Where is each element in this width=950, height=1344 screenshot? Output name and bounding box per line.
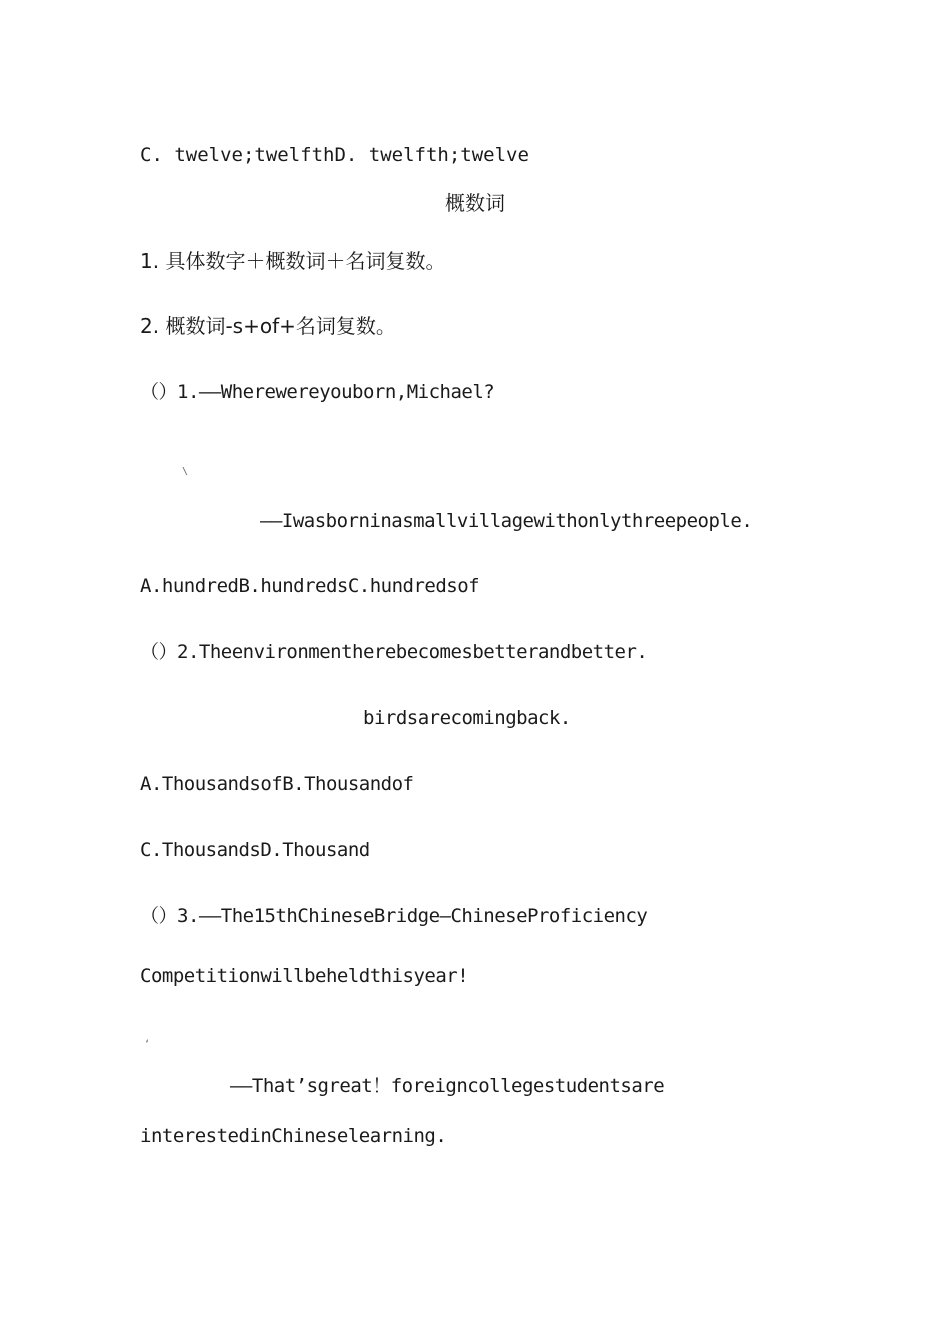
section-title: 概数词 (445, 191, 505, 215)
question-2-prompt: （）2.Theenvironmentherebecomesbetterandbetter. (140, 641, 648, 663)
question-2-options-a-b: A.ThousandsofB.Thousandof (140, 773, 414, 795)
rule-2: 2. 概数词-s+of+名词复数。 (140, 314, 396, 338)
question-2-options-c-d: C.ThousandsD.Thousand (140, 839, 370, 861)
question-1-prompt: （）1.——Wherewereyouborn,Michael? (140, 381, 495, 403)
options-c-d-ordinal: C. twelve;twelfthD. twelfth;twelve (140, 144, 529, 166)
question-1-answer: ——Iwasborninasmallvillagewithonlythreepeople. (260, 510, 753, 532)
rule-1: 1. 具体数字＋概数词＋名词复数。 (140, 249, 446, 273)
question-3-prompt: （）3.——The15thChineseBridge—ChineseProficiency (140, 905, 648, 927)
question-3-mark: ‘ (144, 1039, 151, 1050)
question-3-answer-continuation: interestedinChineselearning. (140, 1125, 447, 1147)
question-3-prompt-continuation: Competitionwillbeheldthisyear! (140, 965, 469, 987)
question-2-continuation: birdsarecomingback. (363, 707, 571, 729)
question-1-mark: \ (182, 466, 189, 477)
question-1-options: A.hundredB.hundredsC.hundredsof (140, 575, 480, 597)
question-3-answer: ——That’sgreat！foreigncollegestudentsare (230, 1075, 665, 1097)
